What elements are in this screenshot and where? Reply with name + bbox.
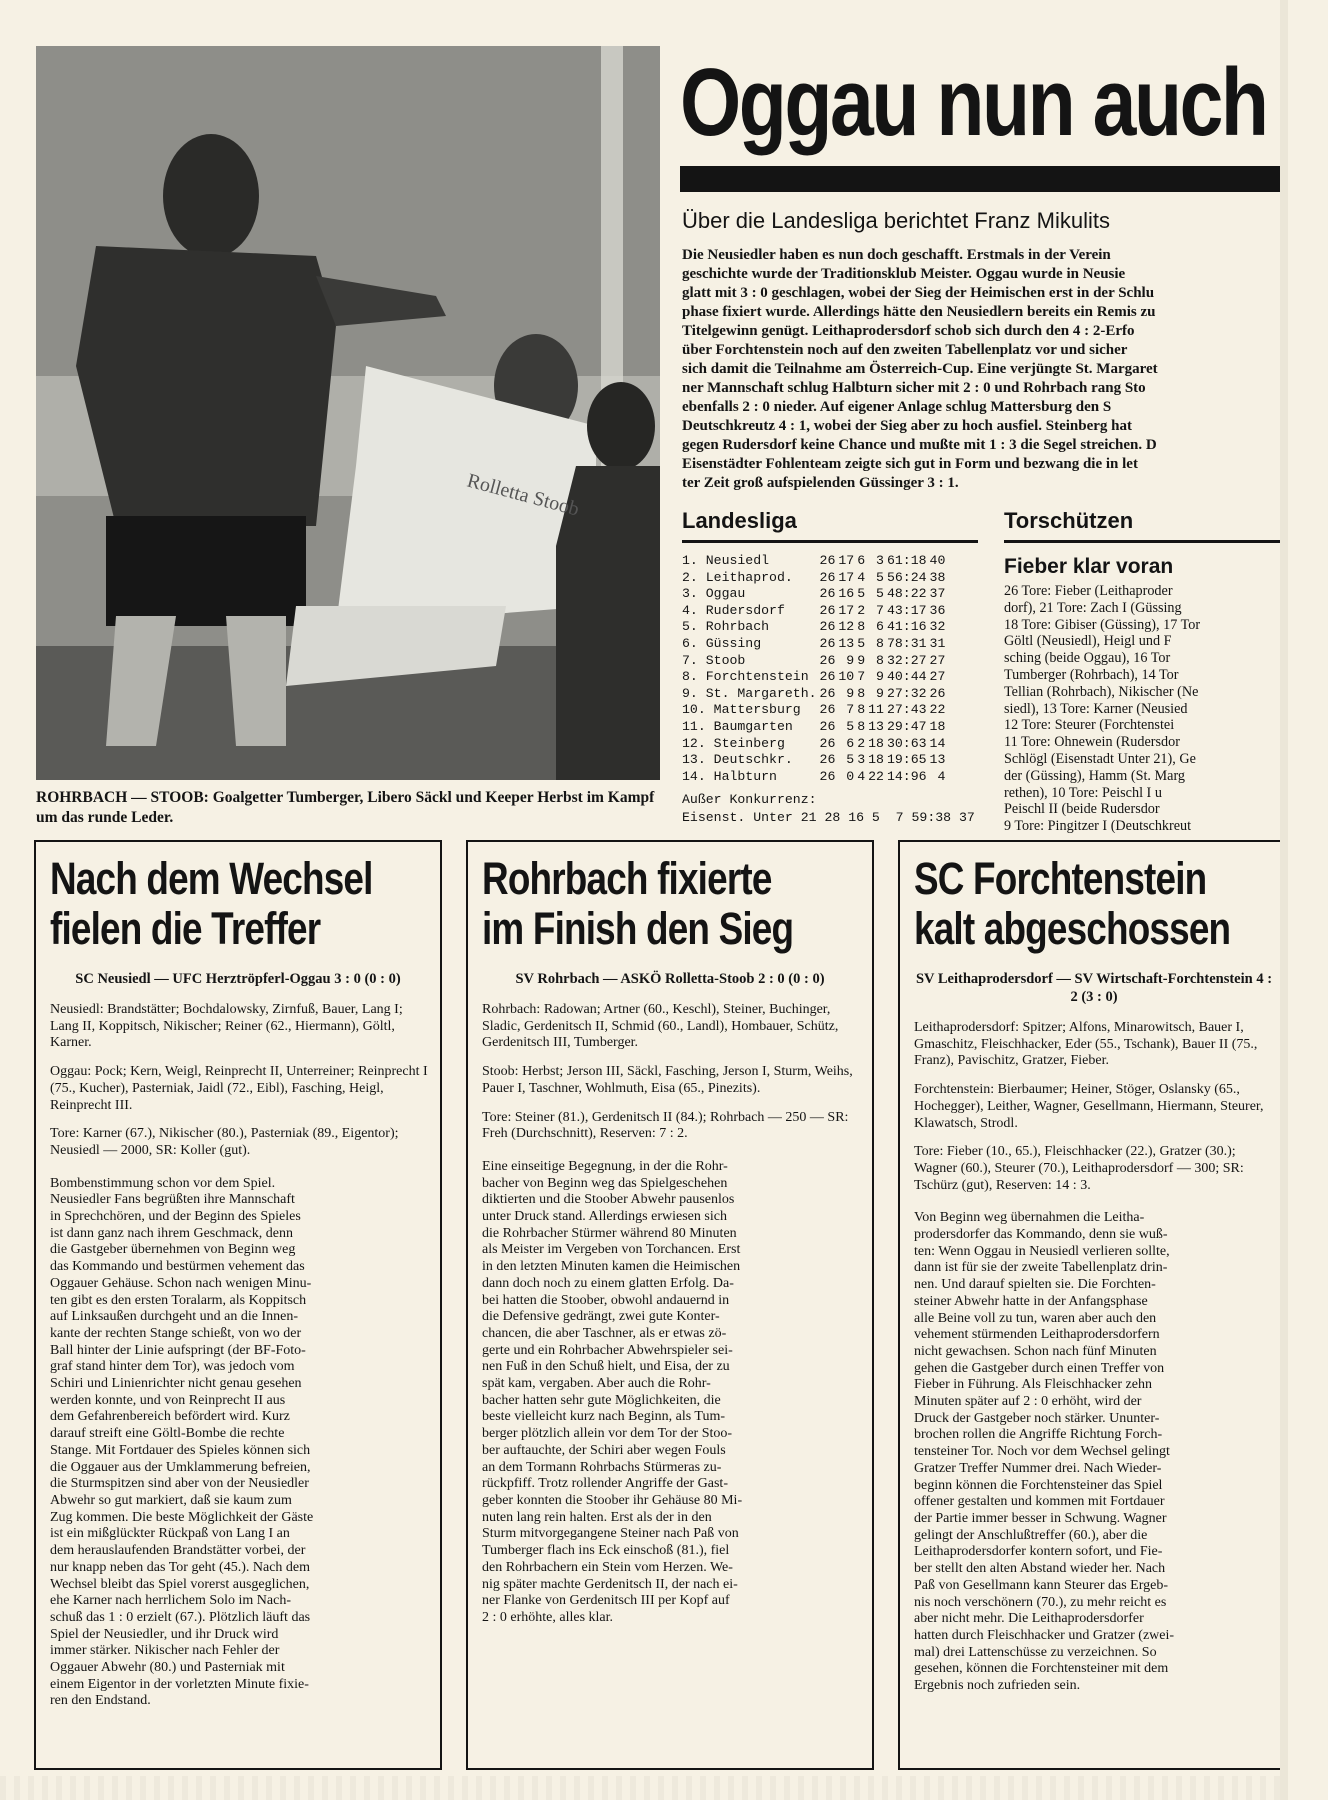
stat-cell: 5: [876, 586, 884, 602]
lead-line: geschichte wurde der Traditionsklub Meister. Oggau wurde in Neusie: [682, 266, 1126, 282]
stat-cell: 8: [876, 635, 884, 651]
stat-cell: 27:32: [886, 685, 927, 701]
report-line: die Defensive gedrängt, zwei gute Konter-: [482, 1309, 720, 1325]
league-row: [682, 636, 948, 653]
lead-line: über Forchtenstein noch auf den zweiten Tabellenplatz vor und sicher: [682, 342, 1128, 358]
report-line: ber stellt den alten Abstand wieder her. Nach: [914, 1561, 1166, 1577]
team-name: 4. Rudersdorf: [682, 602, 785, 618]
scorer-line: Schlögl (Eisenstadt Unter 21), Ge: [1004, 750, 1196, 767]
lead-paragraph: [682, 246, 1288, 516]
report-line: Stange. Mit Fortdauer des Spieles können sich: [50, 1442, 311, 1458]
report-line: Zug kommen. Die beste Möglichkeit der Gäste: [50, 1509, 314, 1525]
lead-line: Die Neusiedler haben es nun doch geschafft. Erstmals in der Verein: [682, 247, 1111, 263]
league-row: [682, 603, 948, 620]
team-name: 1. Neusiedl: [682, 553, 770, 568]
stat-cell: 26: [819, 768, 836, 784]
stat-cell: 7: [876, 602, 884, 618]
report-line: gelingt der Anschlußtreffer (60.), aber die: [914, 1527, 1148, 1543]
report-line: dem Gefahrenbereich befördert wird. Kurz: [50, 1409, 290, 1425]
stat-cell: 38: [929, 569, 946, 585]
scorer-line: siedl), 13 Tore: Karner (Neusied: [1004, 700, 1188, 717]
stat-cell: 18: [929, 718, 946, 734]
stat-cell: 9: [846, 652, 855, 668]
report-line: bacher hatten sehr gute Möglichkeiten, die: [482, 1392, 721, 1408]
report-line: Sturm mitvorgegangene Steiner nach Paß von: [482, 1526, 739, 1542]
team-name: 2. Leithaprod.: [682, 569, 793, 585]
lineup-away: Oggau: Pock; Kern, Weigl, Reinprecht II, Unterreiner; Reinprecht I (75., Kucher), Pasterniak, Jaidl (72., Eibl), Fasching, Heigl, Reinprecht III.: [50, 1064, 428, 1113]
stat-cell: 26: [819, 652, 836, 668]
report-line: Oggauer Abwehr (80.) und Pasterniak mit: [50, 1660, 285, 1676]
stat-cell: 9: [857, 652, 866, 668]
report-line: Wechsel bleibt das Spiel vorerst ausgeglichen,: [50, 1576, 310, 1592]
stat-cell: 26: [819, 669, 836, 685]
stat-cell: 27: [929, 652, 946, 668]
stat-cell: 17: [838, 569, 855, 585]
match-photo: [36, 46, 660, 780]
scorer-line: dorf), 21 Tore: Zach I (Güssing: [1004, 599, 1182, 616]
team-name: 11. Baumgarten: [682, 718, 793, 734]
team-name: 3. Oggau: [682, 586, 746, 602]
report-line: steiner Abwehr hatte in der Anfangsphase: [914, 1293, 1148, 1309]
stat-cell: 9: [876, 669, 884, 685]
stat-cell: 7: [857, 669, 866, 685]
goals-line: Tore: Karner (67.), Nikischer (80.), Pasterniak (89., Eigentor); Neusiedl — 2000, SR: Koller (gut).: [50, 1126, 399, 1158]
stat-cell: 78:31: [886, 635, 927, 651]
lead-line: ner Mannschaft schlug Halbturn sicher mit 2 : 0 und Rohrbach rang Sto: [682, 380, 1146, 396]
stat-cell: 8: [876, 652, 884, 668]
report-line: prodersdorfer das Kommando, denn sie wuß-: [914, 1227, 1168, 1243]
stat-cell: 17: [838, 602, 855, 618]
report-line: die Sturmspitzen sind aber von der Neusiedler: [50, 1476, 309, 1492]
league-row: [682, 619, 948, 636]
stat-cell: 5: [857, 586, 866, 602]
stat-cell: 26: [819, 752, 836, 768]
stat-cell: 26: [819, 586, 836, 602]
report-line: gerte und ein Rohrbacher Abwehrspieler sei-: [482, 1342, 733, 1358]
league-row: [682, 553, 948, 570]
stat-cell: 29:47: [886, 718, 927, 734]
match-line: SC Neusiedl — UFC Herztröpferl-Oggau 3 : 0 (0 : 0): [75, 971, 401, 987]
stat-cell: 8: [857, 685, 866, 701]
report-line: ren den Endstand.: [50, 1693, 151, 1709]
article-body: [914, 1020, 1278, 1695]
team-name: 6. Güssing: [682, 635, 762, 651]
stat-cell: 8: [857, 619, 866, 635]
stat-cell: 61:18: [886, 553, 927, 568]
report-line: nis noch verschönern (70.), zu mehr reicht es: [914, 1594, 1167, 1610]
report-line: Minuten später auf 2 : 0 erhöht, wird der: [914, 1394, 1142, 1410]
goals-line: Tore: Fieber (10., 65.), Fleischhacker (22.), Gratzer (30.); Wagner (60.), Steurer (70.), Leithaprodersdorf — 300; SR: Tschürz (gut), Reserven: 14 : 3.: [914, 1144, 1244, 1193]
stat-cell: 26: [819, 619, 836, 635]
lineup-away: Stoob: Herbst; Jerson III, Säckl, Fasching, Jerson I, Sturm, Weihs, Pauer I, Taschner, Wohlmuth, Eisa (65., Pinezits).: [482, 1064, 853, 1096]
report-line: 2 : 0 erhöhte, alles klar.: [482, 1609, 614, 1625]
report-line: ber auftauchte, der Schiri aber wegen Fouls: [482, 1442, 726, 1458]
report-line: Bombenstimmung schon vor dem Spiel.: [50, 1175, 276, 1191]
lineup-home: Neusiedl: Brandstätter; Bochdalowsky, Zirnfuß, Bauer, Lang I; Lang II, Koppitsch, Nikischer; Reiner (62., Hiermann), Göltl, Karner.: [50, 1002, 403, 1051]
report-line: alle Beine voll zu tun, waren aber auch den: [914, 1310, 1157, 1326]
report-line: beginn können die Forchtensteiner das Spiel: [914, 1477, 1163, 1493]
stat-cell: 19:65: [886, 752, 927, 768]
scorer-line: rethen), 10 Tore: Peischl I u: [1004, 784, 1162, 801]
stat-cell: 6: [846, 735, 855, 751]
report-line: an dem Tormann Rohrbachs Stürmeras zu-: [482, 1459, 722, 1475]
report-line: Oggauer Gehäuse. Schon nach wenigen Minu-: [50, 1275, 312, 1291]
stat-cell: 16: [838, 586, 855, 602]
league-row: [682, 736, 948, 753]
article-title: Nach dem Wechsel fielen die Treffer: [50, 853, 373, 954]
report-line: geber konnten die Stoober ihr Gehäuse 80 Mi-: [482, 1492, 743, 1508]
lead-line: ter Zeit groß aufspielenden Güssinger 3 : 1.: [682, 475, 959, 491]
stat-cell: 13: [868, 718, 884, 734]
goals-line: Tore: Steiner (81.), Gerdenitsch II (84.); Rohrbach — 250 — SR: Freh (Durchschnitt), Reserven: 7 : 2.: [482, 1109, 849, 1142]
team-name: 14. Halbturn: [682, 768, 777, 784]
stat-cell: 5: [857, 635, 866, 651]
stat-cell: 8: [857, 702, 866, 718]
report-line: Leithaprodersdorfer kontern sofort, und Fie-: [914, 1544, 1163, 1560]
report-line: dann ist für sie der zweite Tabellenplatz drin-: [914, 1260, 1168, 1276]
team-name: 10. Mattersburg: [682, 702, 801, 718]
photo-caption: ROHRBACH — STOOB: Goalgetter Tumberger, Libero Säckl und Keeper Herbst im Kampf um das runde Leder.: [36, 789, 655, 826]
stat-cell: 26: [819, 635, 836, 651]
lead-line: glatt mit 3 : 0 geschlagen, wobei der Sieg der Heimischen erst in der Schlu: [682, 285, 1155, 301]
match-report: [914, 1210, 1278, 1694]
stat-cell: 17: [838, 553, 855, 568]
report-line: spät kam, vergaben. Aber auch die Rohr-: [482, 1376, 711, 1392]
report-line: Tumberger flach ins Eck einschoß (81.), fiel: [482, 1543, 730, 1559]
report-line: berger plötzlich allein vor dem Tor der Stoo-: [482, 1426, 733, 1442]
league-row: [682, 669, 948, 686]
league-row: [682, 686, 948, 703]
scorer-line: 26 Tore: Fieber (Leithaproder: [1004, 583, 1173, 599]
report-line: bei hatten die Stoober, obwohl andauernd in: [482, 1292, 730, 1308]
stat-cell: 56:24: [886, 569, 927, 585]
league-row: [682, 586, 948, 603]
league-row: [682, 752, 948, 769]
report-line: ehe Karner nach herrlichem Solo im Nach-: [50, 1593, 292, 1609]
report-line: auf Linksaußen durchgeht und an die Innen-: [50, 1309, 299, 1325]
stat-cell: 26: [819, 553, 836, 568]
scorer-line: Tumberger (Rohrbach), 14 Tor: [1004, 666, 1179, 683]
report-line: der Partie immer besser in Schwung. Wagner: [914, 1510, 1167, 1526]
report-line: diktierten und die Stoober Abwehr pausenlos: [482, 1192, 735, 1208]
stat-cell: 11: [868, 702, 884, 718]
report-line: nicht gewachsen. Schon nach fünf Minuten: [914, 1343, 1157, 1359]
stat-cell: 7: [846, 702, 855, 718]
scorer-line: 9 Tore: Pingitzer I (Deutschkreut: [1004, 818, 1192, 835]
report-line: hatten durch Fleischhacker und Gratzer (zwei-: [914, 1627, 1175, 1643]
report-line: dem herauslaufenden Brandstätter vorbei, der: [50, 1543, 306, 1559]
stat-cell: 26: [819, 718, 836, 734]
report-line: ist ein mißglückter Rückpaß von Lang I an: [50, 1526, 290, 1542]
stat-cell: 6: [876, 619, 884, 635]
stat-cell: 22: [929, 702, 946, 718]
report-line: gehen die Gastgeber durch einen Treffer von: [914, 1360, 1165, 1376]
lineup-home: Leithaprodersdorf: Spitzer; Alfons, Minarowitsch, Bauer I, Gmaschitz, Fleischhacker, Eder (55., Tschank), Bauer II (75., Franz), Pavischitz, Gratzer, Fieber.: [914, 1020, 1258, 1069]
report-line: den Rohrbachern ein Stein vom Herzen. We-: [482, 1559, 733, 1575]
photo-illustration: [36, 46, 660, 780]
stat-cell: 26: [819, 735, 836, 751]
stat-cell: 27: [929, 669, 946, 685]
stat-cell: 13: [929, 752, 946, 768]
article-leithaprodersdorf: [898, 840, 1288, 1770]
report-line: graf stand hinter dem Tor), was jedoch vom: [50, 1359, 295, 1375]
report-line: kante der rechten Stange schießt, von wo der: [50, 1325, 302, 1341]
scorer-line: Peischl II (beide Rudersdor: [1004, 801, 1160, 818]
report-line: vehement stürmenden Leithaprodersdorfern: [914, 1327, 1160, 1343]
report-line: mal) drei Lattenschüsse zu verzeichnen. So: [914, 1644, 1157, 1660]
report-line: nen. Und darauf spielten sie. Die Forchten-: [914, 1277, 1156, 1293]
lineup-home: Rohrbach: Radowan; Artner (60., Keschl), Steiner, Buchinger, Sladic, Gerdenitsch II, Schmid (60., Landl), Hombauer, Schütz, Gerdenitsch III, Tumberger.: [482, 1002, 839, 1051]
report-line: Von Beginn weg übernahmen die Leitha-: [914, 1210, 1145, 1226]
team-name: 5. Rohrbach: [682, 619, 770, 635]
report-line: einem Eigentor in der vorletzten Minute fixie-: [50, 1676, 309, 1692]
report-line: dann doch noch zu einem glatten Erfolg. Da-: [482, 1275, 734, 1291]
report-line: gesehen, können die Forchtensteiner mit dem: [914, 1661, 1169, 1677]
report-line: Eine einseitige Begegnung, in der die Rohr-: [482, 1158, 728, 1174]
stat-cell: 8: [857, 718, 866, 734]
headline-rule: [680, 166, 1288, 192]
stat-cell: 14:96: [886, 768, 927, 784]
stat-cell: 18: [868, 752, 884, 768]
stat-cell: 26: [819, 702, 836, 718]
report-line: ten gibt es den ersten Toralarm, als Koppitsch: [50, 1292, 307, 1308]
stat-cell: 12: [838, 619, 855, 635]
report-line: Abwehr so gut markiert, daß sie kaum zum: [50, 1492, 292, 1508]
scorer-line: 12 Tore: Steurer (Forchtenstei: [1004, 717, 1175, 734]
scorers-section: [1004, 508, 1288, 835]
report-line: als Meister im Vergeben von Torchancen. Erst: [482, 1242, 741, 1258]
lineup-away: Forchtenstein: Bierbaumer; Heiner, Stöger, Oslansky (65., Hochegger), Leither, Wagner, Gesellmann, Hiermann, Steurer, Klawatsch, Strodl.: [914, 1082, 1264, 1131]
stat-cell: 3: [857, 752, 866, 768]
league-extra-row: Eisenst. Unter 21 28 16 5 7 59:38 37: [682, 810, 975, 826]
league-extra-label: Außer Konkurrenz:: [682, 792, 817, 808]
team-name: 13. Deutschkr.: [682, 752, 793, 768]
report-line: unter Druck stand. Allerdings erwiesen sich: [482, 1209, 727, 1225]
stat-cell: 22: [868, 768, 884, 784]
report-line: nen Fuß in den Schuß hielt, und Eisa, der zu: [482, 1359, 730, 1375]
report-line: Ball hinter der Linie aufspringt (der BF-Foto-: [50, 1342, 306, 1358]
report-line: schuß das 1 : 0 erzielt (67.). Plötzlich läuft das: [50, 1609, 311, 1625]
report-line: bacher von Beginn weg das Spielgeschehen: [482, 1175, 728, 1191]
stat-cell: 3: [876, 553, 884, 568]
stat-cell: 5: [846, 752, 855, 768]
stat-cell: 13: [838, 635, 855, 651]
stat-cell: 26: [819, 685, 836, 701]
article-rohrbach: [466, 840, 874, 1770]
report-line: das Kommando und bestürmen vehement das: [50, 1259, 305, 1275]
stat-cell: 41:16: [886, 619, 927, 635]
stat-cell: 14: [929, 735, 946, 751]
lead-line: gegen Rudersdorf keine Chance und mußte mit 1 : 3 die Segel streichen. D: [682, 437, 1157, 453]
stat-cell: 27:43: [886, 702, 927, 718]
lead-line: Eisenstädter Fohlenteam zeigte sich gut in Form und bezwang die in let: [682, 456, 1138, 472]
report-line: tensteiner Tor. Noch vor dem Wechsel gelingt: [914, 1444, 1170, 1460]
stat-cell: 5: [846, 718, 855, 734]
report-line: in den letzten Minuten kamen die Heimischen: [482, 1259, 741, 1275]
stat-cell: 26: [819, 602, 836, 618]
stat-cell: 2: [857, 735, 866, 751]
league-row: [682, 769, 948, 786]
league-row: [682, 570, 948, 587]
report-line: immer stärker. Nikischer nach Fehler der: [50, 1643, 280, 1659]
scorer-line: sching (beide Oggau), 16 Tor: [1004, 650, 1171, 667]
article-body: [482, 1002, 862, 1627]
report-line: werden konnte, und von Reinprecht II aus: [50, 1392, 286, 1408]
match-report: [482, 1159, 862, 1627]
stat-cell: 36: [929, 602, 946, 618]
stat-cell: 9: [846, 685, 855, 701]
report-line: Gratzer Treffer Nummer drei. Nach Wieder-: [914, 1460, 1162, 1476]
scorer-line: der (Güssing), Hamm (St. Marg: [1004, 767, 1186, 784]
team-name: 8. Forchtenstein: [682, 669, 809, 685]
stat-cell: 5: [876, 569, 884, 585]
report-line: ner Flanke von Gerdenitsch III per Kopf auf: [482, 1593, 730, 1609]
league-table-section: [682, 508, 978, 827]
league-table: [682, 553, 948, 785]
shirt-text: Rolletta Stoob: [464, 469, 582, 521]
lead-line: sich damit die Teilnahme am Österreich-Cup. Eine verjüngte St. Margaret: [682, 361, 1158, 377]
league-row: [682, 653, 948, 670]
scorers-title: Torschützen: [1004, 508, 1288, 543]
report-line: ten: Wenn Oggau in Neusiedl verlieren sollte,: [914, 1243, 1170, 1259]
report-line: die Oggauer aus der Umklammerung befreien,: [50, 1459, 311, 1475]
scorers-subtitle: Fieber klar voran: [1004, 555, 1174, 578]
stat-cell: 43:17: [886, 602, 927, 618]
report-line: nuten lang rein halten. Erst als der in den: [482, 1509, 712, 1525]
stat-cell: 0: [846, 768, 855, 784]
team-name: 12. Steinberg: [682, 735, 785, 751]
report-line: beste vielleicht kurz nach Beginn, als Tum-: [482, 1409, 726, 1425]
stat-cell: 4: [857, 569, 866, 585]
stat-cell: 4: [857, 768, 866, 784]
report-line: Schiri und Linienrichter nicht genau gesehen: [50, 1376, 302, 1392]
stat-cell: 6: [857, 553, 866, 568]
report-line: offener gestalten und kommen mit Fortdauer: [914, 1494, 1165, 1510]
league-row: [682, 719, 948, 736]
stat-cell: 40:44: [886, 669, 927, 685]
report-line: Druck der Gastgeber noch stärker. Ununter-: [914, 1410, 1160, 1426]
match-line: SV Leithaprodersdorf — SV Wirtschaft-Forchtenstein 4 : 2 (3 : 0): [915, 971, 1273, 1005]
stat-cell: 48:22: [886, 586, 927, 602]
report-line: chancen, die aber Taschner, als er etwas zö-: [482, 1325, 727, 1341]
match-report: [50, 1176, 430, 1711]
stat-cell: 32: [929, 619, 946, 635]
stat-cell: 9: [876, 685, 884, 701]
scorer-line: Göltl (Neusiedl), Heigl und F: [1004, 633, 1172, 650]
stat-cell: 30:63: [886, 735, 927, 751]
article-neusiedl: [34, 840, 442, 1770]
report-line: brochen rollen die Angriffe Richtung Forch-: [914, 1427, 1163, 1443]
byline: Über die Landesliga berichtet Franz Mikulits: [682, 208, 1110, 233]
lead-line: Titelgewinn genügt. Leithaprodersdorf schob sich durch den 4 : 2-Erfo: [682, 323, 1135, 339]
scorer-line: Tellian (Rohrbach), Nikischer (Ne: [1004, 683, 1199, 700]
article-title: SC Forchtenstein kalt abgeschossen: [914, 853, 1231, 954]
team-name: 7. Stoob: [682, 652, 746, 668]
page-edge: [0, 1776, 1288, 1800]
stat-cell: 18: [868, 735, 884, 751]
report-line: nig später machte Gerdenitsch II, der nach ei-: [482, 1576, 738, 1592]
league-row: [682, 702, 948, 719]
stat-cell: 26: [929, 685, 946, 701]
stat-cell: 32:27: [886, 652, 927, 668]
stat-cell: 10: [838, 669, 855, 685]
scorer-line: 11 Tore: Ohnewein (Rudersdor: [1004, 734, 1180, 751]
report-line: darauf streift eine Göltl-Bombe die rechte: [50, 1426, 285, 1442]
page-headline: Oggau nun auch: [680, 49, 1267, 156]
report-line: Fieber in Führung. Als Fleischhacker zehn: [914, 1377, 1152, 1393]
stat-cell: 2: [857, 602, 866, 618]
page-gutter: [1280, 0, 1288, 1800]
scorers-list: [1004, 583, 1288, 835]
stat-cell: 4: [937, 768, 946, 784]
lead-line: phase fixiert wurde. Allerdings hätte den Neusiedlern bereits ein Remis zu: [682, 304, 1156, 320]
lead-line: Deutschkreutz 4 : 1, wobei der Sieg aber zu hoch ausfiel. Steinberg hat: [682, 418, 1132, 434]
stat-cell: 40: [929, 553, 946, 568]
report-line: Spiel der Neusiedler, und ihr Druck wird: [50, 1626, 279, 1642]
report-line: nur knapp neben das Tor geht (45.). Nach dem: [50, 1559, 311, 1575]
report-line: rückpfiff. Trotz rollender Angriffe der Gast-: [482, 1476, 728, 1492]
lead-line: ebenfalls 2 : 0 nieder. Auf eigener Anlage schlug Mattersburg den S: [682, 399, 1112, 415]
report-line: ist dann ganz nach ihrem Geschmack, denn: [50, 1225, 293, 1241]
article-title: Rohrbach fixierte im Finish den Sieg: [482, 853, 794, 954]
report-line: die Rohrbacher Stürmer während 80 Minuten: [482, 1225, 737, 1241]
stat-cell: 26: [819, 569, 836, 585]
report-line: die Gastgeber übernehmen von Beginn weg: [50, 1242, 296, 1258]
league-title: Landesliga: [682, 508, 978, 543]
report-line: Ergebnis noch zufrieden sein.: [914, 1678, 1081, 1694]
stat-cell: 37: [929, 586, 946, 602]
report-line: aber nicht mehr. Die Leithaprodersdorfer: [914, 1611, 1144, 1627]
scorer-line: 18 Tore: Gibiser (Güssing), 17 Tor: [1004, 616, 1201, 633]
article-body: [50, 1002, 430, 1710]
report-line: Neusiedler Fans begrüßten ihre Mannschaft: [50, 1192, 295, 1208]
report-line: in Sprechchören, und der Beginn des Spieles: [50, 1209, 301, 1225]
team-name: 9. St. Margareth.: [682, 685, 817, 701]
stat-cell: 31: [929, 635, 946, 651]
match-line: SV Rohrbach — ASKÖ Rolletta-Stoob 2 : 0 (0 : 0): [515, 971, 825, 987]
report-line: Paß von Gesellmann kann Steurer das Ergeb-: [914, 1577, 1169, 1593]
